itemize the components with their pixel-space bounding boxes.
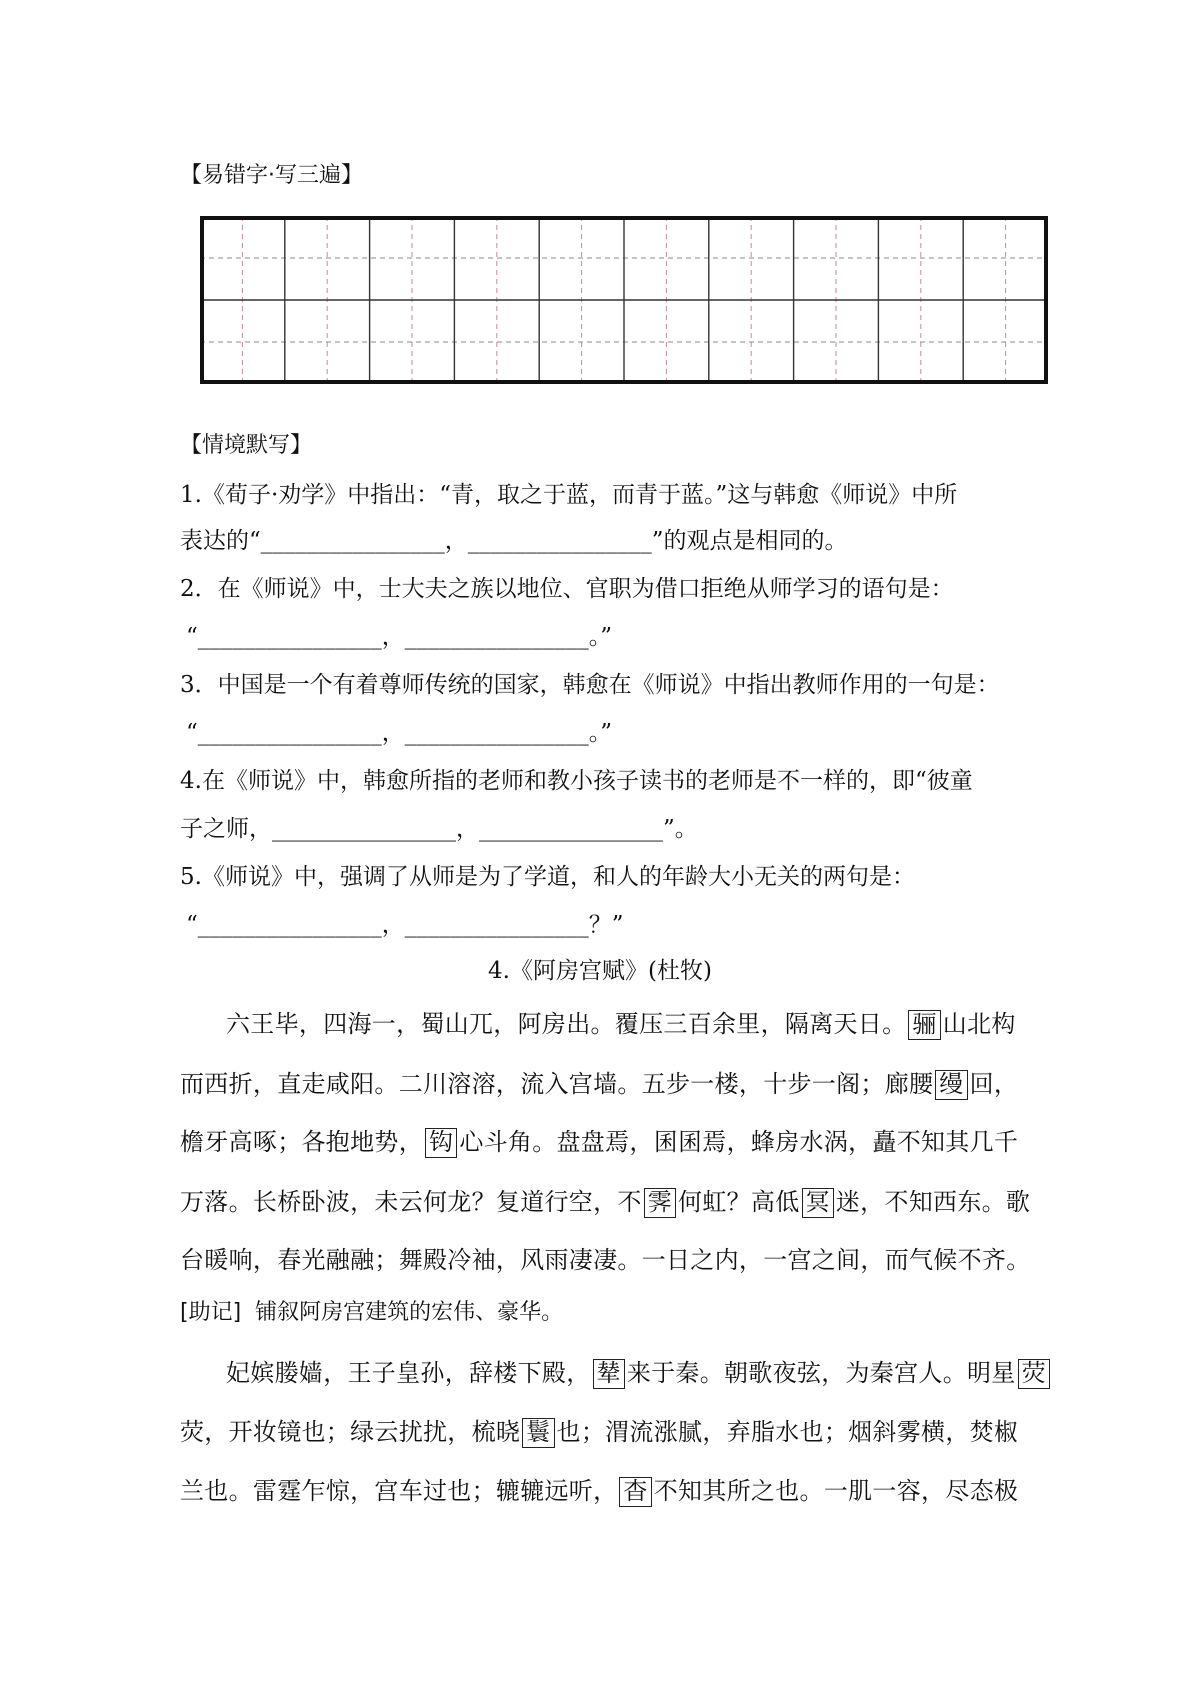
text-segment: 荧，开妆镜也；绿云扰扰，梳晓	[180, 1418, 521, 1446]
text-segment: 檐牙高啄；各抱地势，	[180, 1128, 423, 1156]
paragraph-1-line	[180, 1240, 1031, 1275]
boxed-character: 荧	[1018, 1359, 1050, 1389]
mnemonic-label: [助记]	[180, 1300, 242, 1325]
paragraph-2-line	[180, 1471, 1018, 1507]
dictation-line-5: 3．中国是一个有着尊师传统的国家，韩愈在《师说》中指出教师作用的一句是：	[180, 672, 1000, 698]
paragraph-2-line	[226, 1353, 1052, 1389]
text-segment: 六王毕，四海一，蜀山兀，阿房出。覆压三百余里，隔离天日。	[226, 1010, 907, 1038]
paragraph-1-line	[180, 1064, 1018, 1100]
text-segment: 迷，不知西东。歌	[835, 1188, 1031, 1216]
dictation-line-6: “________________，________________。”	[186, 720, 613, 746]
mnemonic-text: 铺叙阿房宫建筑的宏伟、豪华。	[255, 1300, 564, 1325]
boxed-character: 辇	[593, 1359, 625, 1389]
text-segment: 妃嫔媵嫱，王子皇孙，辞楼下殿，	[226, 1359, 591, 1387]
text-segment: 台暖响，春光融融；舞殿冷袖，风雨凄凄。一日之内，一宫之间，而气候不齐。	[180, 1246, 1031, 1274]
text-segment: 不知其所之也。一肌一容，尽态极	[653, 1477, 1019, 1505]
paragraph-1-line	[226, 1004, 1016, 1040]
paragraph-1-line	[180, 1122, 1018, 1158]
text-segment: 万落。长桥卧波，未云何龙？复道行空，不	[180, 1188, 642, 1216]
dictation-line-3: 2．在《师说》中，士大夫之族以地位、官职为借口拒绝从师学习的语句是：	[180, 576, 954, 602]
section-typo-title: 【易错字·写三遍】	[180, 163, 363, 188]
text-segment: 来于秦。朝歌夜弦，为秦宫人。明星	[626, 1359, 1016, 1387]
boxed-character: 冥	[802, 1188, 834, 1218]
mnemonic	[180, 1295, 563, 1326]
paragraph-1-line	[180, 1182, 1030, 1218]
dictation-line-2: 表达的“________________，________________”的观点是相同的。	[180, 528, 848, 554]
text-segment: 何虹？高低	[678, 1188, 800, 1216]
text-title: 4.《阿房宫赋》(杜牧)	[488, 958, 712, 984]
paragraph-2-line	[180, 1412, 1018, 1448]
boxed-character: 鬟	[522, 1418, 554, 1448]
section-dictation-title: 【情境默写】	[180, 433, 313, 458]
text-segment: 也；渭流涨腻，弃脂水也；烟斜雾横，焚椒	[556, 1418, 1019, 1446]
dictation-line-7: 4.在《师说》中，韩愈所指的老师和教小孩子读书的老师是不一样的，即“彼童	[180, 768, 973, 794]
boxed-character: 霁	[644, 1188, 676, 1218]
boxed-character: 缦	[935, 1070, 967, 1100]
dictation-line-1: 1.《荀子·劝学》中指出：“青，取之于蓝，而青于蓝。”这与韩愈《师说》中所	[180, 482, 958, 508]
boxed-character: 杳	[619, 1477, 651, 1507]
boxed-character: 骊	[908, 1010, 940, 1040]
boxed-character: 钩	[425, 1128, 457, 1158]
writing-grid	[200, 216, 1048, 384]
text-segment: 心斗角。盘盘焉，囷囷焉，蜂房水涡，矗不知其几千	[459, 1128, 1019, 1156]
dictation-line-8: 子之师，________________，________________”。	[180, 816, 698, 842]
dictation-line-9: 5.《师说》中，强调了从师是为了学道，和人的年龄大小无关的两句是：	[180, 864, 915, 890]
text-segment: 山北构	[942, 1010, 1016, 1038]
text-segment: 兰也。雷霆乍惊，宫车过也；辘辘远听，	[180, 1477, 618, 1505]
dictation-line-10: “________________，________________？”	[186, 912, 624, 938]
text-segment: 回，	[969, 1070, 1019, 1098]
text-segment: 而西折，直走咸阳。二川溶溶，流入宫墙。五步一楼，十步一阁；廊腰	[180, 1070, 934, 1098]
dictation-line-4: “________________，________________。”	[186, 624, 613, 650]
